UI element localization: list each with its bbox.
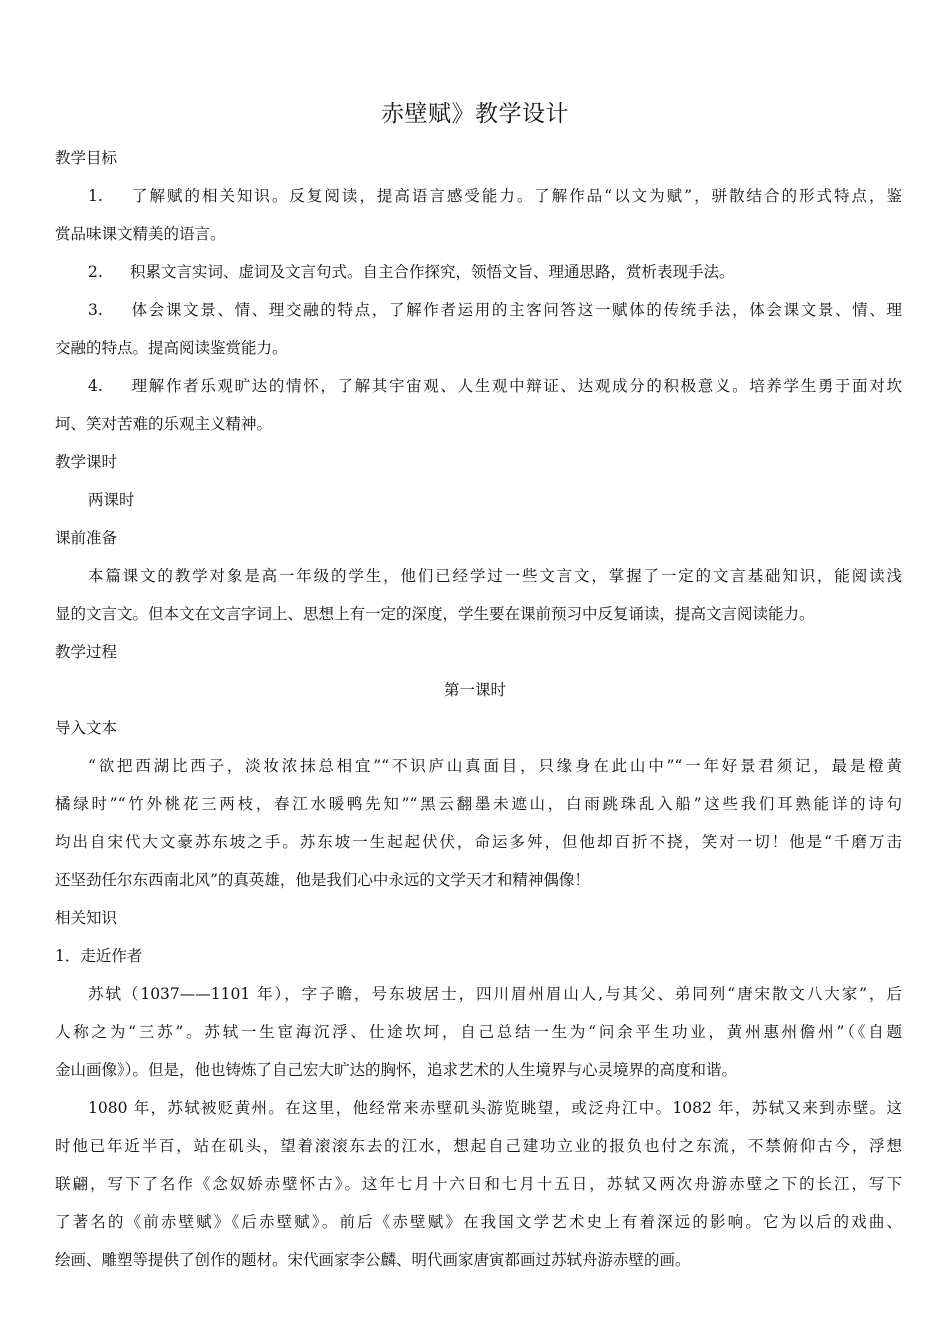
history-line-4: 了著名的《前赤壁赋》《后赤壁赋》。前后《赤壁赋》在我国文学艺术史上有着深远的影响。它为以后的戏曲、 bbox=[55, 1213, 902, 1231]
process-heading: 教学过程 bbox=[55, 643, 118, 661]
prep-line-1: 本篇课文的教学对象是高一年级的学生，他们已经学过一些文言文，掌握了一定的文言基础知识，能阅读浅 bbox=[88, 567, 902, 585]
intro-line-4: 还坚劲任尔东西南北风”的真英雄，他是我们心中永远的文学天才和精神偶像！ bbox=[55, 871, 590, 889]
history-line-1: 1080 年，苏轼被贬黄州。在这里，他经常来赤壁矶头游览眺望，或泛舟江中。1082 年，苏轼又来到赤壁。这 bbox=[88, 1099, 902, 1117]
history-line-5: 绘画、雕塑等提供了创作的题材。宋代画家李公麟、明代画家唐寅都画过苏轼舟游赤壁的画。 bbox=[55, 1251, 691, 1269]
knowledge-heading: 相关知识 bbox=[55, 909, 118, 927]
goal-3-number: 3. bbox=[88, 301, 103, 319]
author-line-1: 苏轼（1037——1101 年），字子瞻，号东坡居士，四川眉州眉山人,与其父、弟同列“唐宋散文八大家”，后 bbox=[88, 985, 902, 1003]
goal-4-line-2: 坷、笑对苦难的乐观主义精神。 bbox=[55, 415, 273, 433]
prep-heading: 课前准备 bbox=[55, 529, 118, 547]
goal-4-line-1: 4. 理解作者乐观旷达的情怀，了解其宇宙观、人生观中辩证、达观成分的积极意义。培养学生勇于面对坎 bbox=[88, 377, 902, 395]
goal-2-number: 2. bbox=[88, 263, 103, 281]
hours-heading: 教学课时 bbox=[55, 453, 118, 471]
document-title: 赤壁赋》教学设计 bbox=[381, 101, 569, 127]
history-line-3: 联翩，写下了名作《念奴娇赤壁怀古》。这年七月十六日和七月十五日，苏轼又两次舟游赤壁之下的长江，写下 bbox=[55, 1175, 902, 1193]
lesson-one-heading: 第一课时 bbox=[443, 681, 506, 699]
intro-line-3: 均出自宋代大文豪苏东坡之手。苏东坡一生起起伏伏，命运多舛，但他却百折不挠，笑对一切！他是“千磨万击 bbox=[55, 833, 902, 851]
goals-heading: 教学目标 bbox=[55, 149, 118, 167]
goal-1-line-2: 赏品味课文精美的语言。 bbox=[55, 225, 226, 243]
goal-3-line-1: 3. 体会课文景、情、理交融的特点，了解作者运用的主客问答这一赋体的传统手法，体会课文景、情、理 bbox=[88, 301, 902, 319]
goal-3-line-2: 交融的特点。提高阅读鉴赏能力。 bbox=[55, 339, 288, 357]
history-line-2: 时他已年近半百，站在矶头，望着滚滚东去的江水，想起自己建功立业的报负也付之东流，不禁俯仰古今，浮想 bbox=[55, 1137, 902, 1155]
goal-4-number: 4. bbox=[88, 377, 103, 395]
prep-line-2: 显的文言文。但本文在文言字词上、思想上有一定的深度，学生要在课前预习中反复诵读，提高文言阅读能力。 bbox=[55, 605, 815, 623]
author-line-2: 人称之为“三苏”。苏轼一生宦海沉浮、仕途坎坷，自己总结一生为“问余平生功业，黄州惠州儋州”（《自题 bbox=[55, 1023, 902, 1041]
intro-line-2: 橘绿时”“竹外桃花三两枝，春江水暖鸭先知”“黑云翻墨未遮山，白雨跳珠乱入船”这些我们耳熟能详的诗句 bbox=[55, 795, 902, 813]
intro-line-1: “欲把西湖比西子，淡妆浓抹总相宜”“不识庐山真面目，只缘身在此山中”“一年好景君须记，最是橙黄 bbox=[88, 757, 902, 775]
goal-1-number: 1. bbox=[88, 187, 103, 205]
author-line-3: 金山画像》）。但是，他也铸炼了自己宏大旷达的胸怀，追求艺术的人生境界与心灵境界的高度和谐。 bbox=[55, 1061, 738, 1079]
intro-heading: 导入文本 bbox=[55, 719, 118, 737]
author-heading: 1．走近作者 bbox=[55, 947, 143, 965]
goal-1-line-1: 1. 了解赋的相关知识。反复阅读，提高语言感受能力。了解作品“以文为赋”，骈散结合的形式特点，鉴 bbox=[88, 187, 902, 205]
goal-2-line-1: 2. 积累文言实词、虚词及文言句式。自主合作探究，领悟文旨、理通思路，赏析表现手法。 bbox=[88, 263, 735, 281]
hours-text: 两课时 bbox=[88, 491, 135, 509]
